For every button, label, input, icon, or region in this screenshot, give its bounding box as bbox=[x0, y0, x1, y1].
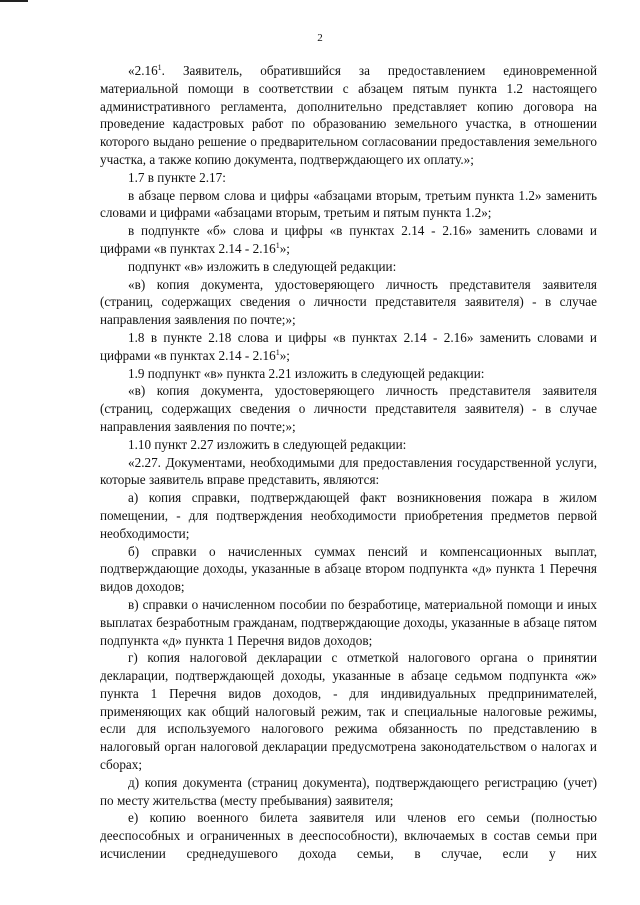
page-number: 2 bbox=[317, 32, 323, 44]
paragraph-1-9: 1.9 подпункт «в» пункта 2.21 изложить в следующей редакции: bbox=[128, 365, 485, 381]
paragraph-item-e: е) копию военного билета заявителя или членов его семьи (полностью дееспособных и ограниченных в дееспособности), включаемых в состав семьи при исчислении среднедушевого дохода семьи, в случае, если у них bbox=[100, 810, 597, 862]
paragraph-podpunkt-b: в подпункте «б» слова и цифры «в пунктах 2.14 - 2.16» заменить словами и цифрами «в пунктах 2.14 - 2.16$^1$»; bbox=[100, 223, 597, 256]
paragraph-item-v: в) справки о начисленном пособии по безработице, материальной помощи и иных выплатах безработным гражданам, подтверждающие доходы, указанные в абзаце пятом подпункта «д» пункта 1 Перечня видов доходов; bbox=[100, 596, 597, 648]
paragraph-podpunkt-v-intro: подпункт «в» изложить в следующей редакции: bbox=[128, 258, 397, 274]
document-body bbox=[100, 62, 597, 863]
paragraph-podpunkt-v-text: «в) копия документа, удостоверяющего личность представителя заявителя (страниц, содержащих сведения о личности представителя заявителя) - в случае направления заявления по почте;»; bbox=[100, 276, 597, 328]
scan-corner-mark bbox=[0, 0, 28, 2]
paragraph-item-g: г) копия налоговой декларации с отметкой налогового органа о принятии декларации, подтверждающей доходы, указанные в абзаце седьмом подпункта «ж» пункта 1 Перечня видов доходов, - для индивидуальных предпринимателей, применяющих как общий налоговый режим, так и специальные налоговые режимы, если для используемого налогового режима обязанность по представлению в налоговый орган налоговой декларации предусмотрена законодательством о налогах и сборах; bbox=[100, 650, 597, 773]
paragraph-item-b: б) справки о начисленных суммах пенсий и компенсационных выплат, подтверждающие доходы, указанные в абзаце втором подпункта «д» пункта 1 Перечня видов доходов; bbox=[100, 543, 597, 595]
paragraph-2-27: «2.27. Документами, необходимыми для предоставления государственной услуги, которые заявитель вправе представить, являются: bbox=[100, 454, 597, 488]
paragraph-1-8: 1.8 в пункте 2.18 слова и цифры «в пунктах 2.14 - 2.16» заменить словами и цифрами «в пунктах 2.14 - 2.16$^1$»; bbox=[100, 329, 597, 363]
paragraph-first-abzac: в абзаце первом слова и цифры «абзацами вторым, третьим пункта 1.2» заменить словами и цифрами «абзацами вторым, третьим и пятым пункта 1.2»; bbox=[100, 187, 597, 221]
paragraph-2-16-1: «2.16$^1$. Заявитель, обратившийся за предоставлением единовременной материальной помощи в соответствии с абзацем пятым пункта 1.2 настоящего административного регламента, дополнительно представляет копию договора на проведение кадастровых работ по образованию земельного участка, в отношении которого выдано решение о предварительном согласовании предоставления земельного участка, а также копию документа, подтверждающего их оплату.»; bbox=[100, 63, 597, 167]
paragraph-1-9-text: «в) копия документа, удостоверяющего личность представителя заявителя (страниц, содержащих сведения о личности представителя заявителя) - в случае направления заявления по почте;»; bbox=[100, 383, 597, 434]
paragraph-1-10: 1.10 пункт 2.27 изложить в следующей редакции: bbox=[128, 436, 407, 452]
paragraph-item-a: а) копия справки, подтверждающей факт возникновения пожара в жилом помещении, - для подтверждения необходимости приобретения предметов первой необходимости; bbox=[100, 490, 597, 541]
paragraph-1-7: 1.7 в пункте 2.17: bbox=[128, 169, 226, 185]
paragraph-item-d: д) копия документа (страниц документа), подтверждающего регистрацию (учет) по месту жительства (месту пребывания) заявителя; bbox=[100, 774, 597, 808]
